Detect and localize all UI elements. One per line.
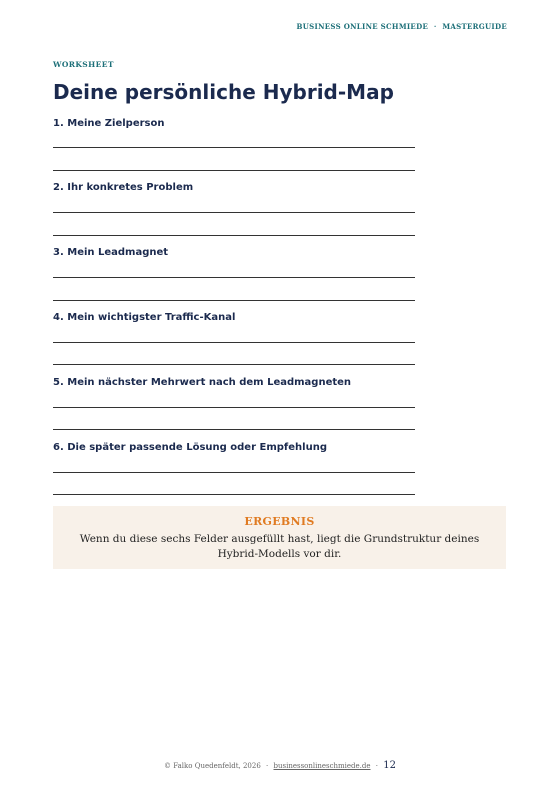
answer-line <box>53 235 415 236</box>
answer-line <box>53 429 415 430</box>
question-6: 6. Die später passende Lösung oder Empfehlung <box>53 442 327 453</box>
answer-line <box>53 170 415 171</box>
question-4: 4. Mein wichtigster Traffic-Kanal <box>53 312 236 323</box>
running-header <box>297 22 507 31</box>
answer-line <box>53 364 415 365</box>
answer-line <box>53 407 415 408</box>
answer-line <box>53 494 415 495</box>
question-1: 1. Meine Zielperson <box>53 118 165 129</box>
question-3: 3. Mein Leadmagnet <box>53 247 169 258</box>
answer-line <box>53 300 415 301</box>
worksheet-label: WORKSHEET <box>53 60 114 69</box>
result-box <box>53 506 506 569</box>
footer-separator: · <box>266 762 269 770</box>
question-5: 5. Mein nächster Mehrwert nach dem Leadmagneten <box>53 377 352 388</box>
question-2: 2. Ihr konkretes Problem <box>53 182 194 193</box>
footer-copyright: © Falko Quedenfeldt, 2026 <box>164 762 261 770</box>
page-title: Deine persönliche Hybrid-Map <box>53 80 394 104</box>
answer-line <box>53 277 415 278</box>
result-title: ERGEBNIS <box>244 515 315 528</box>
footer-separator: · <box>375 762 378 770</box>
answer-line <box>53 342 415 343</box>
header-separator: · <box>433 22 437 31</box>
answer-line <box>53 472 415 473</box>
header-section: MASTERGUIDE <box>442 22 507 31</box>
result-text: Wenn du diese sechs Felder ausgefüllt hast, liegt die Grundstruktur deines Hybrid-Modells vor dir. <box>79 533 480 560</box>
footer-website-link[interactable]: businessonlineschmiede.de <box>273 762 371 770</box>
header-brand: BUSINESS ONLINE SCHMIEDE <box>296 22 429 31</box>
answer-line <box>53 147 415 148</box>
page-number: 12 <box>383 760 396 771</box>
answer-line <box>53 212 415 213</box>
page-footer <box>0 760 560 771</box>
